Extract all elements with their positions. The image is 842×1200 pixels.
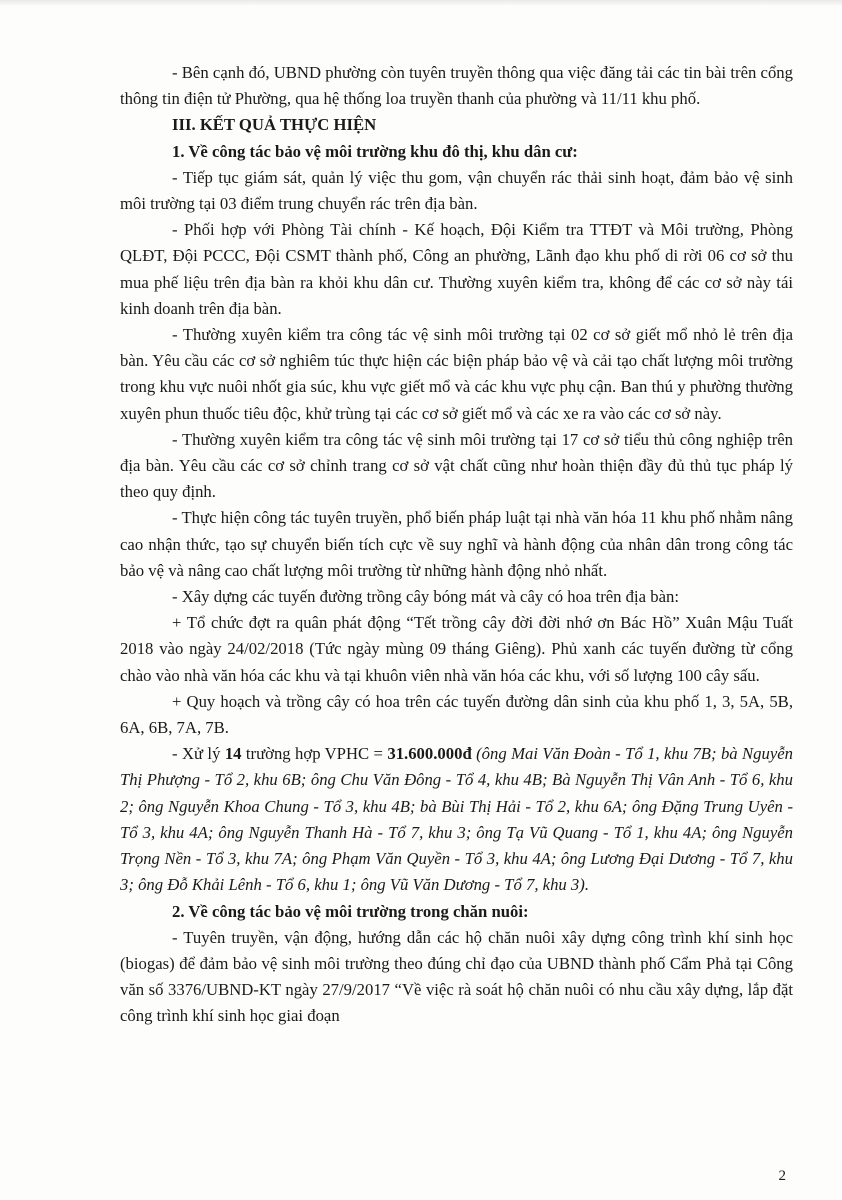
paragraph-propaganda: - Bên cạnh đó, UBND phường còn tuyên truyền thông qua việc đăng tải các tin bài trên cổng thông tin điện tử Phường, qua hệ thống loa truyền thanh của phường và 11/11 khu phố.	[120, 63, 793, 109]
violations-detail: (ông Mai Văn Đoàn - Tổ 1, khu 7B; bà Nguyễn Thị Phượng - Tổ 2, khu 6B; ông Chu Văn Đông - Tổ 4, khu 4B; Bà Nguyễn Thị Vân Anh - Tổ 6, khu 2; ông Nguyễn Khoa Chung - Tổ 3, khu 4B; bà Bùi Thị Hải - Tổ 2, khu 6A; ông Đặng Trung Uyên - Tổ 3, khu 4A; ông Nguyễn Thanh Hà - Tổ 7, khu 3; ông Tạ Vũ Quang - Tổ 1, khu 4A; ông Nguyễn Trọng Nền - Tổ 3, khu 7A; ông Phạm Văn Quyền - Tổ 3, khu 4A; ông Lương Đại Dương - Tổ 7, khu 3; ông Đỗ Khải Lênh - Tổ 6, khu 1; ông Vũ Văn Dương - Tổ 7, khu 3).	[120, 744, 793, 895]
paragraph-handicraft-inspection: - Thường xuyên kiểm tra công tác vệ sinh môi trường tại 17 cơ sở tiểu thủ công nghiệp trên địa bàn. Yêu cầu các cơ sở chỉnh trang cơ sở vật chất cũng như hoàn thiện đầy đủ thủ tục pháp lý theo quy định.	[120, 429, 793, 502]
violations-middle: trường hợp VPHC =	[241, 744, 388, 764]
section-heading-results: III. KẾT QUẢ THỰC HIỆN	[172, 115, 377, 135]
violations-amount: 31.600.000đ	[387, 744, 472, 764]
violations-prefix: - Xử lý	[172, 744, 225, 764]
document-body	[120, 60, 793, 1030]
subsection-heading-urban: 1. Về công tác bảo vệ môi trường khu đô thị, khu dân cư:	[172, 141, 578, 161]
paragraph-flower-planning: + Quy hoạch và trồng cây có hoa trên các tuyến đường dân sinh của khu phố 1, 3, 5A, 5B, 6A, 6B, 7A, 7B.	[120, 691, 793, 738]
paragraph-scrap-relocation: - Phối hợp với Phòng Tài chính - Kế hoạch, Đội Kiểm tra TTĐT và Môi trường, Phòng QLĐT, Đội PCCC, Đội CSMT thành phố, Công an phường, Lãnh đạo khu phố di rời 06 cơ sở thu mua phế liệu trên địa bàn ra khỏi khu dân cư. Thường xuyên kiểm tra, không để các cơ sở này tái kinh doanh trên địa bàn.	[120, 220, 793, 318]
page-number: 2	[778, 1168, 786, 1184]
violations-count: 14	[224, 744, 242, 764]
subsection-heading-livestock: 2. Về công tác bảo vệ môi trường trong chăn nuôi:	[172, 901, 529, 921]
paragraph-biogas: - Tuyên truyền, vận động, hướng dẫn các hộ chăn nuôi xây dựng công trình khí sinh học (biogas) để đảm bảo vệ sinh môi trường theo đúng chỉ đạo của UBND thành phố Cẩm Phả tại Công văn số 3376/UBND-KT ngày 27/9/2017 “Về việc rà soát hộ chăn nuôi có nhu cầu xây dựng, lắp đặt công trình khí sinh học giai đoạn	[120, 927, 793, 1026]
paragraph-violations	[120, 741, 793, 898]
paragraph-tree-planting: - Xây dựng các tuyến đường trồng cây bóng mát và cây có hoa trên địa bàn:	[172, 587, 679, 607]
paragraph-slaughter-inspection: - Thường xuyên kiểm tra công tác vệ sinh môi trường tại 02 cơ sở giết mổ nhỏ lẻ trên địa bàn. Yêu cầu các cơ sở nghiêm túc thực hiện các biện pháp bảo vệ và cải tạo chất lượng môi trường trong khu vực nuôi nhốt gia súc, khu vực giết mổ và các khu vực phụ cận. Ban thú y phường thường xuyên phun thuốc tiêu độc, khử trùng tại các cơ sở giết mổ và các xe ra vào các cơ sở này.	[120, 325, 793, 423]
paragraph-tree-campaign: + Tổ chức đợt ra quân phát động “Tết trồng cây đời đời nhớ ơn Bác Hồ” Xuân Mậu Tuất 2018 vào ngày 24/02/2018 (Tức ngày mùng 09 tháng Giêng). Phủ xanh các tuyến đường từ cổng chào vào nhà văn hóa các khu và tại khuôn viên nhà văn hóa các khu, với số lượng 100 cây sấu.	[120, 613, 793, 685]
paragraph-waste-collection: - Tiếp tục giám sát, quản lý việc thu gom, vận chuyển rác thải sinh hoạt, đảm bảo vệ sinh môi trường tại 03 điểm trung chuyển rác trên địa bàn.	[120, 167, 793, 214]
paragraph-law-dissemination: - Thực hiện công tác tuyên truyền, phổ biến pháp luật tại nhà văn hóa 11 khu phố nhằm nâng cao nhận thức, tạo sự chuyển biến tích cực về suy nghĩ và hành động của nhân dân trong công tác bảo vệ và nâng cao chất lượng môi trường từ những hành động nhỏ nhất.	[120, 508, 793, 580]
scan-edge	[0, 0, 842, 6]
